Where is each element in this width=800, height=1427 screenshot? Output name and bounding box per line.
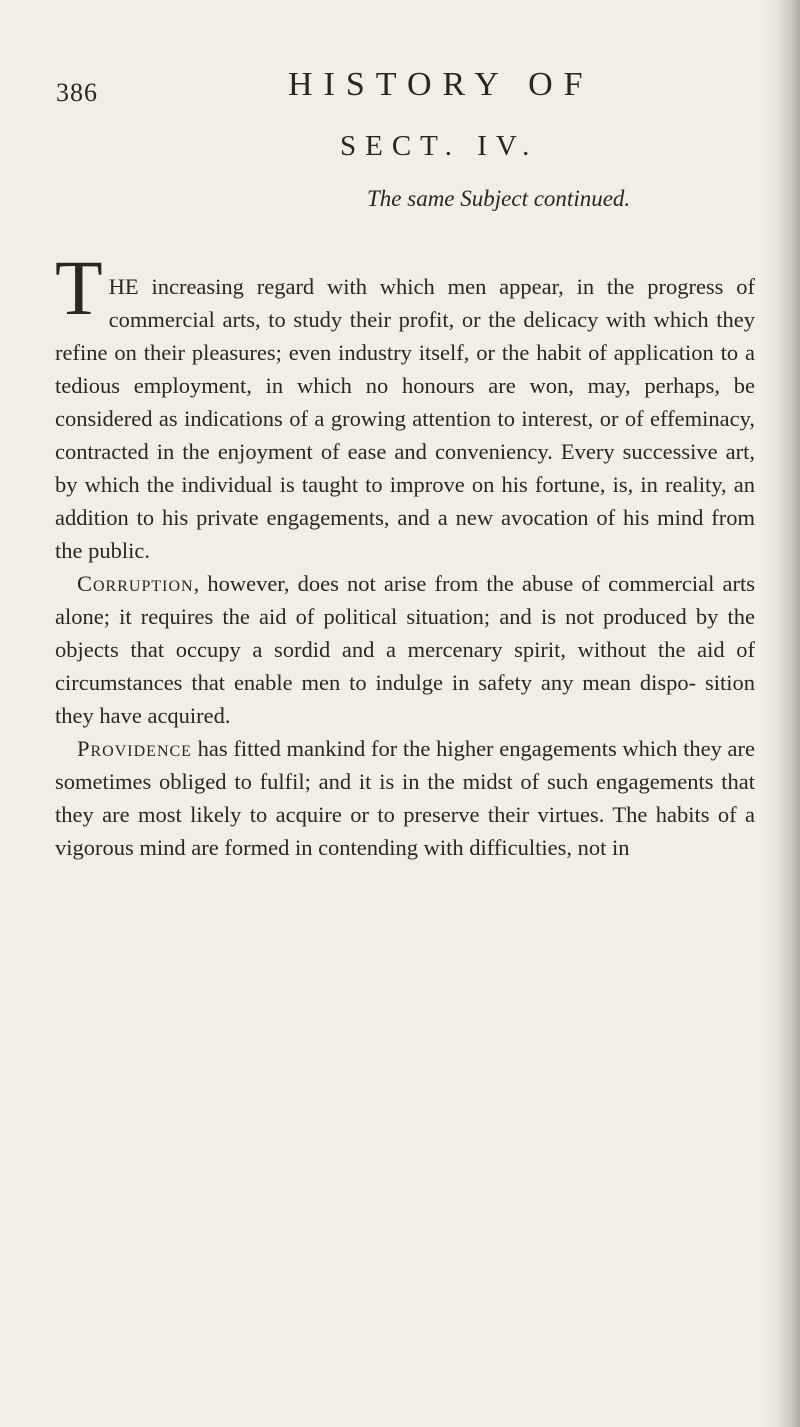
paragraph-2-lead: Corruption bbox=[77, 571, 194, 596]
body-text bbox=[55, 244, 755, 864]
paragraph-2-text: , however, does not arise from the abuse of commercial arts alone; it requires the aid of political situation; and is not produced by the objects that occupy a sordid and a mercenary spirit, without the aid of circumstances that enable men to indulge in safety any mean dispo- sition they have acquired. bbox=[55, 571, 755, 728]
page-number: 386 bbox=[56, 78, 98, 107]
paragraph-2 bbox=[55, 567, 755, 732]
paragraph-1 bbox=[55, 244, 755, 567]
paragraph-3-text: has fitted mankind for the higher engagements which they are sometimes obliged to fulfil; and it is in the midst of such engagements that they are most likely to acquire or to preserve their virtues. The habits of a vigorous mind are formed in contending with difficulties, not in bbox=[55, 736, 755, 860]
paragraph-1-lead: HE bbox=[108, 274, 139, 299]
section-subtitle: The same Subject continued. bbox=[367, 186, 631, 211]
drop-cap: T bbox=[55, 244, 103, 331]
paragraph-3 bbox=[55, 732, 755, 864]
paragraph-3-lead: Providence bbox=[77, 736, 192, 761]
page-header bbox=[0, 66, 800, 116]
page-edge-shadow bbox=[778, 0, 800, 1427]
paragraph-1-text: increasing regard with which men appear, in the progress of commercial arts, to study their profit, or the delicacy with which they refine on their pleasures; even industry itself, or the habit of application to a tedious employment, in which no honours are won, may, perhaps, be considered as indications of a growing attention to interest, or of effeminacy, contracted in the enjoyment of ease and conveniency. Every successive art, by which the individual is taught to improve on his fortune, is, in reality, an addition to his private engagements, and a new avocation of his mind from the public. bbox=[55, 274, 755, 563]
running-head: HISTORY OF bbox=[288, 66, 594, 103]
section-heading: SECT. IV. bbox=[340, 130, 539, 162]
